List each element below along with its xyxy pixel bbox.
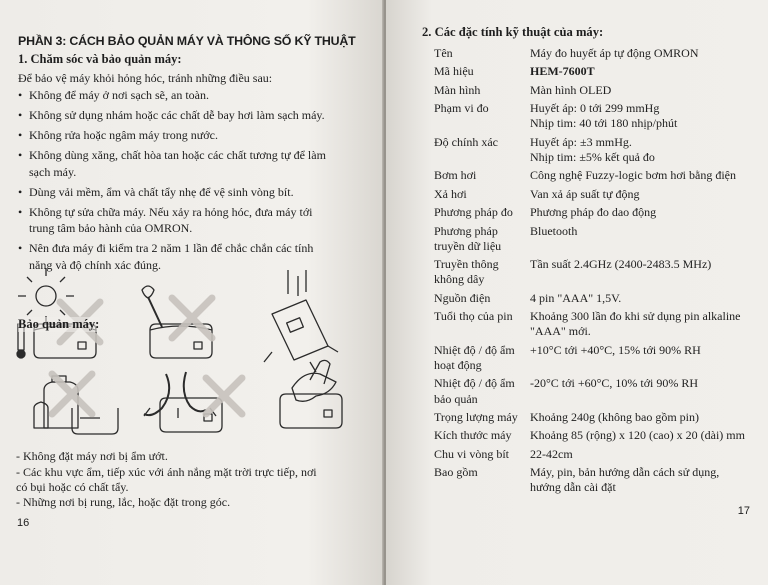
storage-label: Bảo quản máy: [18, 317, 100, 331]
spec-row [434, 205, 764, 220]
spec-label: Màn hình [434, 82, 481, 97]
spec-label: Tên [434, 46, 453, 60]
spec-row [434, 343, 764, 373]
care-item: • Nên đưa máy đi kiểm tra 2 năm 1 lần để chắc chắn các tính năng và độ chính xác đúng. [18, 240, 358, 273]
spec-table [434, 46, 764, 499]
spec-row [434, 447, 764, 462]
spec-value: Khoảng 85 (rộng) x 120 (cao) x 20 (dài) mm [530, 428, 745, 443]
right-page [386, 0, 768, 585]
spec-value: 22-42cm [530, 446, 573, 461]
spec-value: Van xả áp suất tự động [530, 186, 640, 201]
spec-row [434, 101, 764, 131]
storage-note: - Các khu vực ẩm, tiếp xúc với ánh nắng mặt trời trực tiếp, nơi [16, 465, 317, 479]
spec-label: Trọng lượng máy [434, 409, 518, 424]
spec-label: Xả hơi [434, 186, 467, 201]
care-item: • Không tự sửa chữa máy. Nếu xảy ra hỏng hóc, đưa máy tới trung tâm bảo hành của OMRON. [18, 204, 358, 237]
spec-row [434, 224, 764, 254]
spec-value: HEM-7600T [530, 64, 595, 79]
cleaning-tool-illustration [142, 286, 212, 358]
storage-note: - Những nơi bị rung, lắc, hoặc đặt trong góc. [16, 495, 231, 509]
care-item: • Không sử dụng nhám hoặc các chất dễ bay hơi làm sạch máy. [18, 107, 358, 124]
spec-value: Máy, pin, bản hướng dẫn cách sử dụng, hướng dẫn cài đặt [530, 465, 720, 495]
page-number-right: 17 [737, 505, 750, 517]
spec-row [434, 465, 764, 495]
spec-value: Khoảng 240g (không bao gồm pin) [530, 409, 699, 424]
spec-value: Phương pháp đo dao động [530, 205, 657, 220]
spec-row [434, 376, 764, 406]
chemicals-illustration [34, 376, 118, 434]
spec-label: Mã hiệu [434, 64, 474, 79]
spec-label: Phương pháp đo [434, 205, 513, 220]
care-item: • Không rửa hoặc ngâm máy trong nước. [18, 127, 358, 144]
storage-note: - Không đặt máy nơi bị ẩm ướt. [16, 449, 168, 463]
spec-label: Kích thước máy [434, 428, 512, 443]
spec-value: Bluetooth [530, 223, 578, 238]
spec-label: Bao gồm [434, 465, 478, 480]
section-title: PHẦN 3: CÁCH BẢO QUẢN MÁY VÀ THÔNG SỐ KỸ THUẬT [18, 34, 356, 48]
spec-row [434, 291, 764, 306]
spec-label: Độ chính xác [434, 134, 498, 149]
care-subsection-title: 1. Chăm sóc và bảo quản máy: [18, 52, 182, 66]
spec-row [434, 428, 764, 443]
spec-row [434, 135, 764, 165]
spec-value: 4 pin "AAA" 1,5V. [530, 290, 622, 305]
spec-label: Truyền thông không dây [434, 257, 499, 287]
page-number-left: 16 [17, 517, 30, 529]
care-item: • Không để máy ở nơi sạch sẽ, an toàn. [18, 87, 358, 104]
spec-value: Màn hình OLED [530, 82, 612, 97]
spec-value: Khoảng 300 lần đo khi sử dụng pin alkaline "AAA" mới. [530, 309, 741, 339]
spec-row [434, 309, 764, 339]
spec-row [434, 187, 764, 202]
spec-label: Phạm vi đo [434, 101, 489, 116]
care-intro: Để bảo vệ máy khỏi hỏng hóc, tránh những điều sau: [18, 71, 273, 85]
spec-row [434, 410, 764, 425]
spec-label: Tuổi thọ của pin [434, 309, 513, 324]
spec-row [434, 64, 764, 79]
spec-value: Huyết áp: 0 tới 299 mmHg Nhịp tim: 40 tới 180 nhịp/phút [530, 101, 678, 131]
care-list [18, 87, 358, 277]
spec-row [434, 46, 764, 61]
spec-value: -20°C tới +60°C, 10% tới 90% RH [530, 376, 699, 391]
care-item: • Không dùng xăng, chất hòa tan hoặc các chất tương tự để làm sạch máy. [18, 147, 358, 180]
spec-label: Nguồn điện [434, 290, 491, 305]
hand-cloth-illustration [280, 360, 342, 428]
spec-label: Chu vi vòng bít [434, 446, 510, 461]
storage-note: có bụi hoặc có chất tẩy. [16, 480, 129, 494]
spec-value: Tần suất 2.4GHz (2400-2483.5 MHz) [530, 257, 712, 272]
spec-label: Bơm hơi [434, 168, 477, 183]
spec-row [434, 83, 764, 98]
spec-label: Phương pháp truyền dữ liệu [434, 223, 502, 253]
spec-row [434, 168, 764, 183]
spec-row [434, 257, 764, 287]
spec-value: Huyết áp: ±3 mmHg. Nhịp tim: ±5% kết quả đo [530, 134, 655, 164]
spec-value: Công nghệ Fuzzy-logic bơm hơi bằng điện [530, 168, 736, 183]
spec-label: Nhiệt độ / độ ẩm bảo quản [434, 376, 515, 406]
dropped-device-illustration [264, 270, 338, 372]
specs-title: 2. Các đặc tính kỹ thuật của máy: [422, 25, 604, 39]
prohibition-marks [52, 298, 242, 414]
storage-illustrations [10, 262, 350, 440]
care-item: • Dùng vải mềm, ẩm và chất tẩy nhẹ để vệ sinh vòng bít. [18, 184, 358, 201]
spec-value: +10°C tới +40°C, 15% tới 90% RH [530, 342, 701, 357]
spec-value: Máy đo huyết áp tự động OMRON [530, 46, 699, 60]
spec-label: Nhiệt độ / độ ẩm hoạt động [434, 342, 515, 372]
